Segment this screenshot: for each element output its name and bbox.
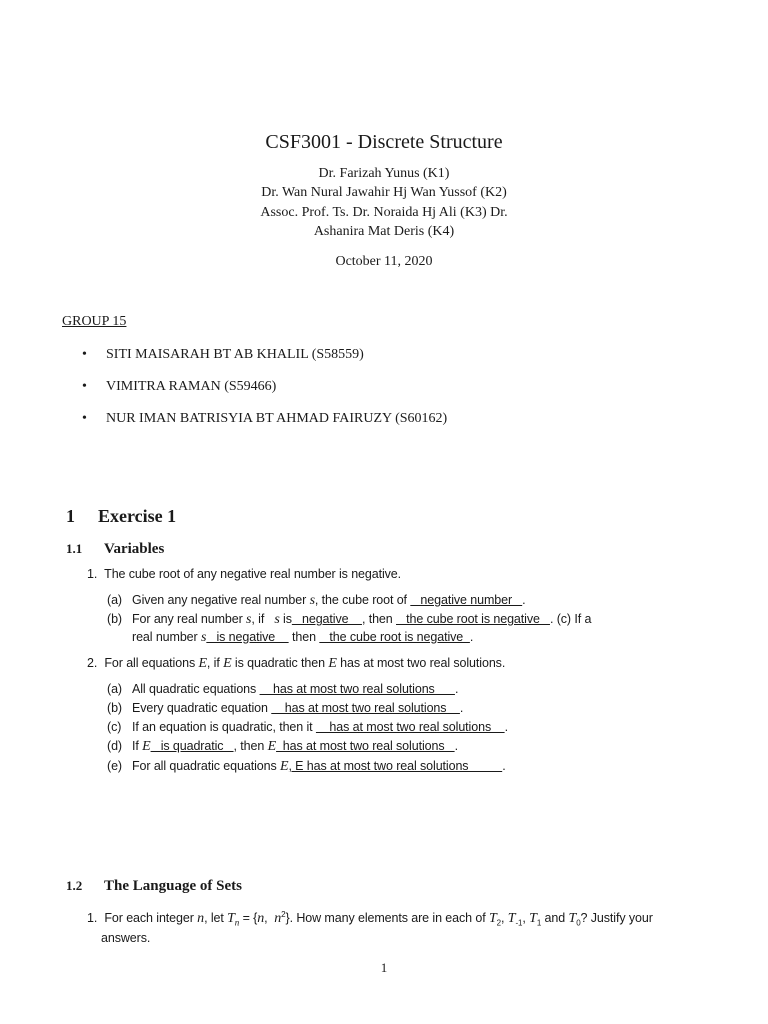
item-label: (e) — [107, 759, 122, 773]
subsection-number: 1.1 — [66, 541, 83, 556]
item-label: (a) — [107, 682, 122, 696]
text: . — [502, 759, 506, 773]
subsection-number: 1.2 — [66, 878, 83, 893]
text: , — [522, 911, 530, 926]
text: Every quadratic equation — [132, 701, 272, 715]
question-number: 1. — [87, 911, 98, 926]
text: For each integer — [104, 911, 198, 926]
math-var: T — [507, 911, 516, 927]
member-item — [82, 379, 276, 395]
subsection-title: The Language of Sets — [104, 878, 242, 894]
math-var: E — [279, 759, 289, 774]
author-line-4: Ashanira Mat Deris (K4) — [313, 224, 455, 239]
answer-blank: negative — [291, 612, 362, 626]
text: If — [132, 739, 143, 753]
member-item — [82, 411, 447, 427]
answer-blank: negative number — [410, 593, 523, 607]
answer-blank: the cube root is negative — [319, 630, 470, 644]
text: is — [279, 612, 292, 626]
item-c — [132, 630, 473, 646]
math-var: E — [142, 739, 151, 754]
text: All quadratic equations — [132, 682, 260, 696]
section-heading — [66, 506, 176, 527]
item-d — [107, 739, 458, 755]
subsection-heading — [66, 878, 242, 895]
answer-blank: has at most two real solutions — [259, 682, 455, 696]
text: . — [454, 739, 458, 753]
member-name: SITI MAISARAH BT AB KHALIL (S58559) — [106, 347, 364, 362]
group-label: GROUP 15 — [62, 314, 127, 329]
item-a — [107, 593, 526, 609]
author-line-2: Dr. Wan Nural Jawahir Hj Wan Yussof (K2) — [261, 185, 507, 200]
item-c — [107, 720, 508, 734]
math-var: s — [246, 612, 252, 627]
question-continuation: answers. — [101, 931, 151, 945]
text: is quadratic then — [231, 656, 329, 670]
text: . — [469, 630, 474, 644]
text: , the cube root of — [314, 593, 411, 607]
math-var: s — [309, 593, 315, 608]
section-number: 1 — [66, 506, 75, 526]
math-var: T — [568, 911, 577, 927]
text: = { — [239, 911, 258, 926]
question-1 — [87, 910, 653, 928]
question-2 — [87, 656, 505, 672]
answer-blank: is quadratic — [150, 739, 234, 753]
math-var: T — [488, 911, 497, 927]
text: , then — [233, 739, 268, 753]
math-var: s — [200, 630, 207, 645]
text: . — [454, 682, 459, 696]
text: Given any negative real number — [132, 593, 310, 607]
math-superscript: 2 — [281, 910, 286, 919]
document-date: October 11, 2020 — [335, 254, 433, 269]
item-label: (b) — [107, 701, 122, 715]
question-text: The cube root of any negative real number is negative. — [104, 567, 402, 581]
answer-blank: has at most two real solutions — [276, 739, 455, 753]
math-var: n — [274, 911, 282, 927]
text: , then — [361, 612, 397, 626]
author-line-1: Dr. Farizah Yunus (K1) — [318, 166, 450, 181]
member-name: VIMITRA RAMAN (S59466) — [106, 379, 277, 394]
item-label: (a) — [107, 593, 122, 607]
member-item — [82, 347, 364, 363]
item-label: (d) — [107, 739, 122, 753]
math-subscript: -1 — [515, 918, 523, 928]
text: }. How many elements are in each of — [285, 911, 489, 926]
text: , let — [204, 911, 228, 926]
item-b — [107, 701, 463, 715]
text: , — [501, 911, 508, 926]
document-title: CSF3001 - Discrete Structure — [265, 131, 503, 153]
math-var: T — [227, 911, 235, 927]
math-subscript: n — [234, 917, 240, 928]
math-var: T — [529, 911, 537, 927]
math-var: E — [223, 656, 232, 671]
item-label: (b) — [107, 612, 122, 626]
page-number: 1 — [380, 960, 388, 975]
item-a — [107, 682, 458, 696]
math-subscript: 2 — [496, 918, 502, 928]
subsection-title: Variables — [104, 541, 165, 557]
math-var: s — [274, 612, 280, 627]
question-number: 2. — [87, 656, 98, 670]
text: . — [504, 720, 508, 734]
math-var: E — [328, 656, 337, 671]
section-title: Exercise 1 — [98, 506, 177, 526]
bullet: • — [82, 411, 87, 426]
math-var: E — [267, 739, 277, 754]
text: . — [522, 593, 526, 607]
text: ? Justify your — [580, 911, 653, 926]
member-name: NUR IMAN BATRISYIA BT AHMAD FAIRUZY (S60162) — [106, 411, 448, 426]
question-1 — [87, 567, 401, 581]
bullet: • — [82, 379, 87, 394]
bullet: • — [82, 347, 87, 362]
question-number: 1. — [87, 567, 98, 581]
text: , if — [206, 656, 224, 670]
author-line-3: Assoc. Prof. Ts. Dr. Noraida Hj Ali (K3) Dr. — [260, 205, 508, 220]
text: For all equations — [104, 656, 199, 670]
text: . (c) If a — [549, 612, 592, 626]
answer-blank: has at most two real solutions — [315, 720, 505, 734]
text: If an equation is quadratic, then it — [132, 720, 316, 734]
answer-blank: is negative — [206, 630, 289, 644]
text: For all quadratic equations — [132, 759, 280, 773]
text: , — [264, 911, 275, 926]
subsection-heading — [66, 541, 164, 558]
math-var: n — [197, 911, 205, 927]
text: real number — [132, 630, 201, 644]
math-var: E — [198, 656, 207, 671]
text: , if — [251, 612, 275, 626]
text: then — [288, 630, 320, 644]
answer-blank: , E has at most two real solutions — [288, 759, 503, 773]
text: For any real number — [132, 612, 247, 626]
item-e — [107, 759, 506, 775]
math-var: n — [257, 911, 265, 927]
item-b — [107, 612, 591, 628]
answer-blank: has at most two real solutions — [271, 701, 460, 715]
answer-blank: the cube root is negative — [396, 612, 550, 626]
math-subscript: 1 — [536, 918, 542, 928]
math-subscript: 0 — [576, 918, 581, 928]
text: has at most two real solutions. — [336, 656, 506, 670]
item-label: (c) — [107, 720, 122, 734]
text: . — [459, 701, 464, 715]
text: and — [541, 911, 569, 926]
